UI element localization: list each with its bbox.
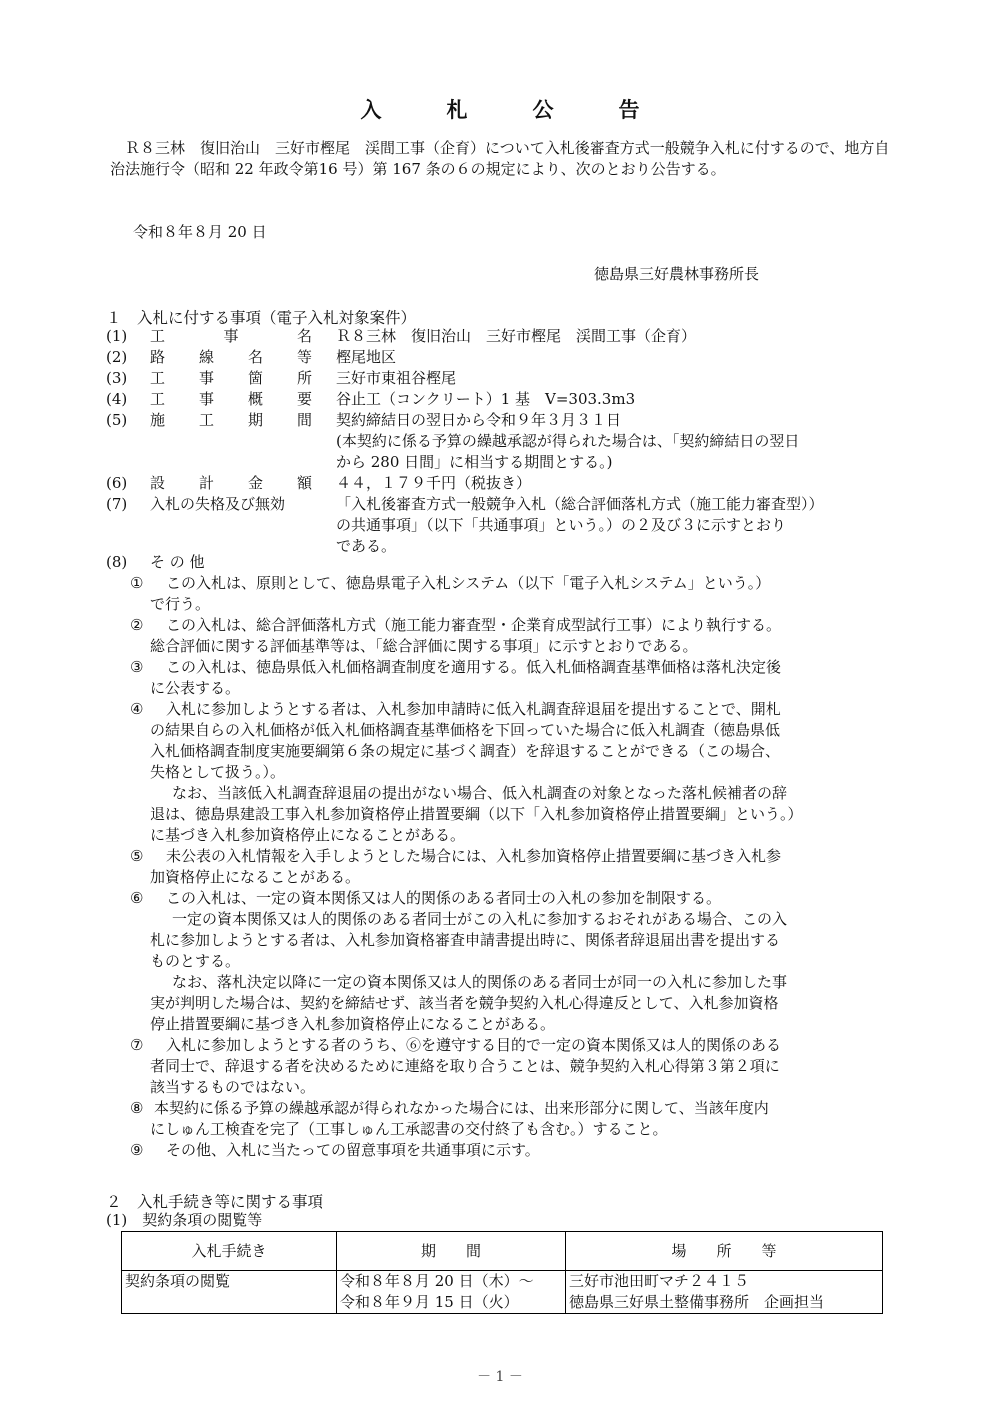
subitem-line: の結果自らの入札価格が低入札価格調査基準価格を下回っていた場合に低入札調査（徳島県低: [150, 721, 781, 739]
item-label-part: 額: [296, 474, 312, 492]
subitem-line: にしゅん工検査を完了（工事しゅん工承認書の交付終了も含む。）すること。: [150, 1120, 668, 1138]
place-address: 三好市池田町マチ２４１５: [569, 1272, 750, 1290]
item-number: (4): [106, 390, 128, 408]
item-label-part: 間: [296, 411, 312, 429]
item-label-part: 名: [247, 348, 263, 366]
item-number: (6): [106, 474, 128, 492]
subitem-mark: ⑦: [130, 1036, 144, 1054]
subitem-line: 加資格停止になることがある。: [150, 868, 361, 886]
item-label: [150, 368, 312, 389]
item-label-part: 線: [198, 348, 214, 366]
subitem-line: 総合評価に関する評価基準等は、「総合評価に関する事項」に示すとおりである。: [150, 637, 698, 655]
subitem-line: 退は、徳島県建設工事入札参加資格停止措置要綱（以下「入札参加資格停止措置要綱」という。）: [150, 805, 803, 823]
item-label-part: 工: [198, 411, 214, 429]
table-row: [122, 1271, 883, 1314]
procedure-table: [121, 1231, 883, 1314]
subitem-line: 入札に参加しようとする者のうち、⑥を遵守する目的で一定の資本関係又は人的関係のある: [166, 1036, 782, 1054]
period-end: 令和８年９月 15 日（火）: [340, 1293, 519, 1311]
item-value: 谷止工（コンクリート）1 基 V=303.3m3: [336, 390, 636, 408]
subitem-line: 停止措置要綱に基づき入札参加資格停止になることがある。: [150, 1015, 556, 1033]
section-1-heading: １ 入札に付する事項（電子入札対象案件）: [106, 309, 417, 327]
subitem-line: 未公表の入札情報を入手しようとした場合には、入札参加資格停止措置要綱に基づき入札参: [166, 847, 782, 865]
subitem-line: 本契約に係る予算の繰越承認が得られなかった場合には、出来形部分に関して、当該年度内: [154, 1099, 769, 1117]
period-start: 令和８年８月 20 日（木）～: [340, 1272, 534, 1290]
section-2-heading: ２ 入札手続き等に関する事項: [106, 1193, 324, 1211]
item-label-part: 金: [247, 474, 263, 492]
item-label-part: 箇: [247, 369, 263, 387]
subitem-line: 実が判明した場合は、契約を締結せず、該当者を競争契約入札心得違反として、入札参加資格: [150, 994, 779, 1012]
item-label: [150, 494, 312, 515]
table-header-row: [122, 1232, 883, 1271]
item-label-part: 概: [247, 390, 263, 408]
item-value: から 280 日間」に相当する期間とする。): [336, 453, 613, 471]
item-number: (5): [106, 411, 128, 429]
section-2-sub1: (1) 契約条項の閲覧等: [106, 1211, 263, 1229]
item-value: 樫尾地区: [336, 348, 397, 366]
item-label-part: 所: [296, 369, 312, 387]
subitem-mark: ⑨: [130, 1141, 144, 1159]
item-label-part: 事: [198, 369, 214, 387]
item-value: である。: [336, 537, 397, 555]
table-cell-procedure: 契約条項の閲覧: [122, 1271, 337, 1314]
subitem-line: に公表する。: [150, 679, 241, 697]
item-label: [150, 389, 312, 410]
subitem-mark: ②: [130, 616, 144, 634]
table-header-cell: 期 間: [337, 1232, 566, 1271]
subitem-line: この入札は、徳島県低入札価格調査制度を適用する。低入札価格調査基準価格は落札決定後: [166, 658, 782, 676]
subitem-mark: ⑥: [130, 889, 144, 907]
item-label-part: 期: [247, 411, 263, 429]
subitem-line: なお、当該低入札調査辞退届の提出がない場合、低入札調査の対象となった落札候補者の辞: [172, 784, 788, 802]
item-label-part: 工: [150, 327, 166, 345]
item-label-part: 計: [198, 474, 214, 492]
subitem-mark: ⑧: [130, 1099, 144, 1117]
item-value: 「入札後審査方式一般競争入札（総合評価落札方式（施工能力審査型））: [336, 495, 824, 513]
subitem-line: なお、落札決定以降に一定の資本関係又は人的関係のある者同士が同一の入札に参加した事: [172, 973, 788, 991]
table-header-cell: 入札手続き: [122, 1232, 337, 1271]
item-value: 契約締結日の翌日から令和９年３月３１日: [336, 411, 622, 429]
subitem-line: この入札は、総合評価落札方式（施工能力審査型・企業育成型試行工事）により執行する。: [166, 616, 782, 634]
item-label-part: 設: [150, 474, 166, 492]
subitem-line: 者同士で、辞退する者を決めるために連絡を取り合うことは、競争契約入札心得第３第２項に: [150, 1057, 780, 1075]
subitem-line: 入札に参加しようとする者は、入札参加申請時に低入札調査辞退届を提出することで、開札: [166, 700, 781, 718]
table-cell-period: [337, 1271, 566, 1314]
item-number: (2): [106, 348, 128, 366]
item-number: (1): [106, 327, 128, 345]
subitem-mark: ⑤: [130, 847, 144, 865]
item-label-part: 工: [150, 369, 166, 387]
subitem-line: 一定の資本関係又は人的関係のある者同士がこの入札に参加するおそれがある場合、この入: [172, 910, 788, 928]
issuer-name: 徳島県三好農林事務所長: [594, 265, 760, 283]
subitem-line: に基づき入札参加資格停止になることがある。: [150, 826, 466, 844]
intro-paragraph: Ｒ８三林 復旧治山 三好市樫尾 渓間工事（企育）について入札後審査方式一般競争入札に付するので、地方自治法施行令（昭和 22 年政令第16 号）第 167 条の６の規定により、次のとおり公告する。: [110, 139, 890, 178]
item-number: (7): [106, 495, 128, 513]
subitem-mark: ③: [130, 658, 144, 676]
place-office: 徳島県三好県土整備事務所 企画担当: [569, 1293, 825, 1311]
item-label: [150, 473, 312, 494]
item-value: Ｒ８三林 復旧治山 三好市樫尾 渓間工事（企育）: [336, 327, 697, 345]
item-value: 三好市東祖谷樫尾: [336, 369, 457, 387]
item-label-part: 事: [198, 390, 214, 408]
item-8-number: (8): [106, 553, 128, 571]
item-value: ４４，１７９千円（税抜き）: [336, 474, 532, 492]
subitem-line: この入札は、一定の資本関係又は人的関係のある者同士の入札の参加を制限する。: [166, 889, 722, 907]
item-label-part: 施: [150, 411, 166, 429]
page-number: － 1 －: [477, 1369, 523, 1385]
item-label: [150, 347, 312, 368]
item-label: [150, 326, 312, 347]
item-value: (本契約に係る予算の繰越承認が得られた場合は、「契約締結日の翌日: [336, 432, 800, 450]
subitem-line: ものとする。: [150, 952, 241, 970]
subitem-line: この入札は、原則として、徳島県電子入札システム（以下「電子入札システム」という。）: [166, 574, 771, 592]
item-number: (3): [106, 369, 128, 387]
item-label-part: 工: [150, 390, 166, 408]
item-value: の共通事項」（以下「共通事項」という。）の２及び３に示すとおり: [336, 516, 787, 534]
subitem-line: 該当するものではない。: [150, 1078, 316, 1096]
subitem-line: で行う。: [150, 595, 211, 613]
item-label: [150, 410, 312, 431]
notice-date: 令和８年８月 20 日: [133, 223, 267, 241]
subitem-line: 失格として扱う。）。: [150, 763, 286, 781]
subitem-line: 札に参加しようとする者は、入札参加資格審査申請書提出時に、関係者辞退届出書を提出する: [150, 931, 781, 949]
subitem-line: 入札価格調査制度実施要綱第６条の規定に基づく調査）を辞退することができる（この場合、: [150, 742, 781, 760]
table-header-cell: 場 所 等: [566, 1232, 883, 1271]
item-label-part: 名: [296, 327, 312, 345]
item-label-part: 等: [296, 348, 312, 366]
item-label-part: 要: [296, 390, 312, 408]
item-8-label: そ の 他: [150, 553, 205, 571]
item-label-part: 路: [150, 348, 166, 366]
item-label-part: 入札の失格及び無効: [150, 495, 286, 513]
table-cell-place: [566, 1271, 883, 1314]
page-title: 入 札 公 告: [360, 97, 662, 122]
item-label-part: 事: [223, 327, 239, 345]
subitem-mark: ④: [130, 700, 144, 718]
subitem-mark: ①: [130, 574, 144, 592]
subitem-line: その他、入札に当たっての留意事項を共通事項に示す。: [166, 1141, 540, 1159]
